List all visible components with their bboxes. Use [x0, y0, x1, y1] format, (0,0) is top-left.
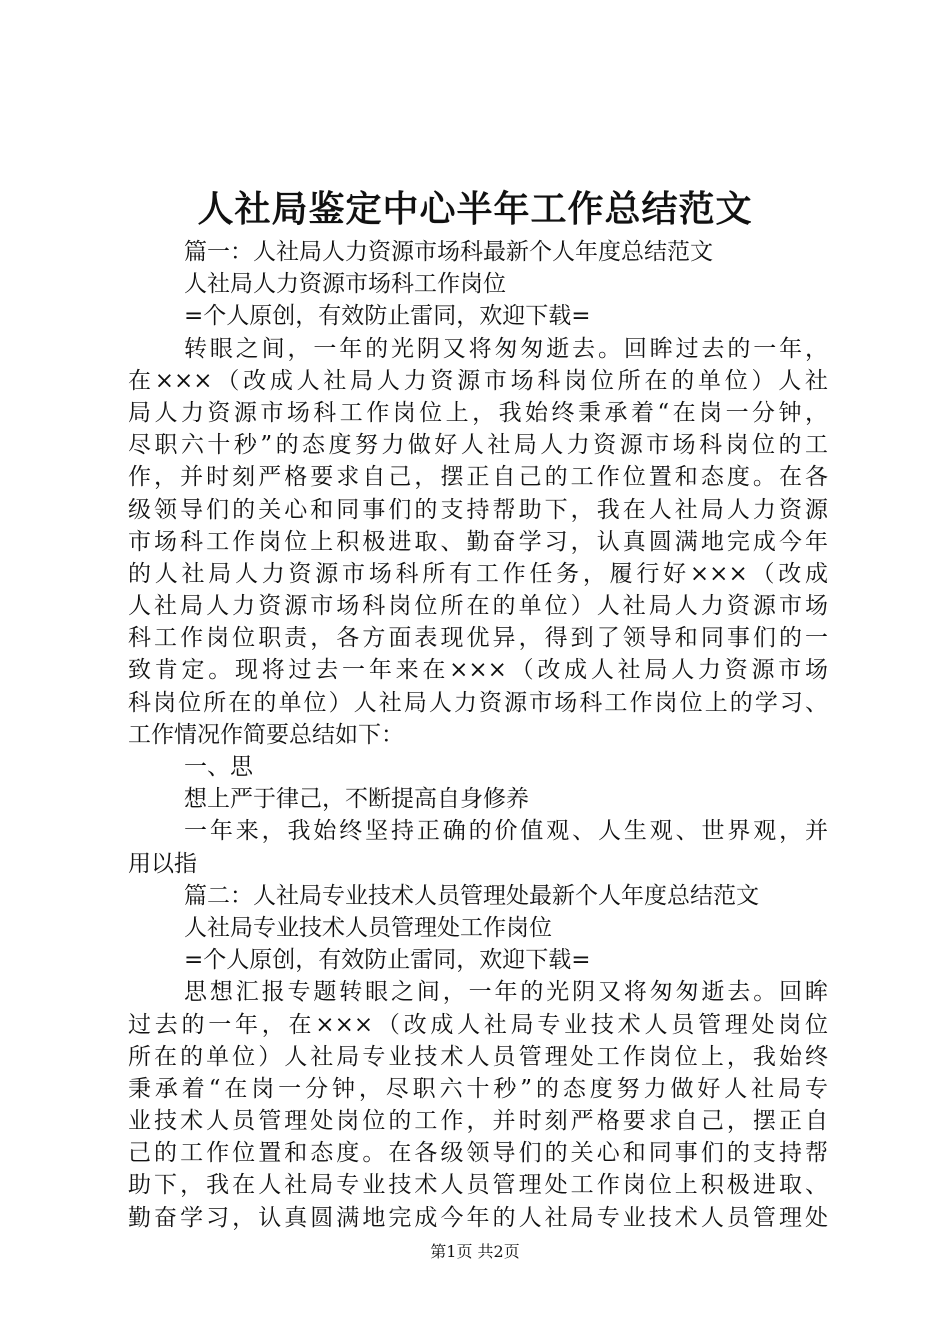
text-line: 尽职六十秒”的态度努力做好人社局人力资源市场科岗位的工 — [128, 432, 828, 459]
text-line: 助下，我在人社局专业技术人员管理处工作岗位上积极进取、 — [128, 1172, 828, 1199]
text-line: 所在的单位）人社局专业技术人员管理处工作岗位上，我始终 — [128, 1043, 828, 1070]
text-line: 一、思 — [184, 754, 253, 780]
text-line: 用以指 — [128, 850, 197, 877]
text-line: 转眼之间，一年的光阴又将匆匆逝去。回眸过去的一年， — [184, 335, 828, 362]
text-line: 篇二：人社局专业技术人员管理处最新个人年度总结范文 — [184, 882, 759, 909]
text-line: 人社局人力资源市场科岗位所在的单位）人社局人力资源市场 — [128, 593, 828, 620]
text-line: 过去的一年，在×××（改成人社局专业技术人员管理处岗位 — [128, 1011, 828, 1038]
text-line: 致肯定。现将过去一年来在×××（改成人社局人力资源市场 — [128, 657, 828, 684]
text-line: 工作情况作简要总结如下： — [128, 721, 404, 748]
text-line: =个人原创，有效防止雷同，欢迎下载= — [184, 303, 591, 330]
text-line: 市场科工作岗位上积极进取、勤奋学习，认真圆满地完成今年 — [128, 528, 828, 555]
text-line: 科工作岗位职责，各方面表现优异，得到了领导和同事们的一 — [128, 625, 828, 652]
text-line: 一年来，我始终坚持正确的价值观、人生观、世界观，并 — [184, 818, 828, 845]
text-line: 业技术人员管理处岗位的工作，并时刻严格要求自己，摆正自 — [128, 1108, 828, 1135]
text-line: 科岗位所在的单位）人社局人力资源市场科工作岗位上的学习、 — [128, 689, 828, 716]
text-line: 人社局专业技术人员管理处工作岗位 — [184, 914, 552, 941]
text-line: =个人原创，有效防止雷同，欢迎下载= — [184, 947, 591, 974]
document-body — [128, 236, 828, 1234]
text-line: 想上严于律己，不断提高自身修养 — [184, 786, 529, 813]
text-line: 己的工作位置和态度。在各级领导们的关心和同事们的支持帮 — [128, 1140, 828, 1167]
text-line: 秉承着“在岗一分钟，尽职六十秒”的态度努力做好人社局专 — [128, 1075, 828, 1102]
text-line: 的人社局人力资源市场科所有工作任务，履行好×××（改成 — [128, 560, 828, 587]
page-footer: 第1页 共2页 — [430, 1242, 520, 1261]
text-line: 在×××（改成人社局人力资源市场科岗位所在的单位）人社 — [128, 367, 828, 394]
text-line: 局人力资源市场科工作岗位上，我始终秉承着“在岗一分钟， — [128, 399, 828, 426]
text-line: 勤奋学习，认真圆满地完成今年的人社局专业技术人员管理处 — [128, 1204, 828, 1231]
text-line: 级领导们的关心和同事们的支持帮助下，我在人社局人力资源 — [128, 496, 828, 523]
text-line: 思想汇报专题转眼之间，一年的光阴又将匆匆逝去。回眸 — [184, 979, 828, 1006]
text-line: 人社局人力资源市场科工作岗位 — [184, 271, 506, 298]
text-line: 作，并时刻严格要求自己，摆正自己的工作位置和态度。在各 — [128, 464, 828, 491]
text-line: 篇一：人社局人力资源市场科最新个人年度总结范文 — [184, 239, 713, 265]
document-title: 人社局鉴定中心半年工作总结范文 — [197, 188, 753, 230]
